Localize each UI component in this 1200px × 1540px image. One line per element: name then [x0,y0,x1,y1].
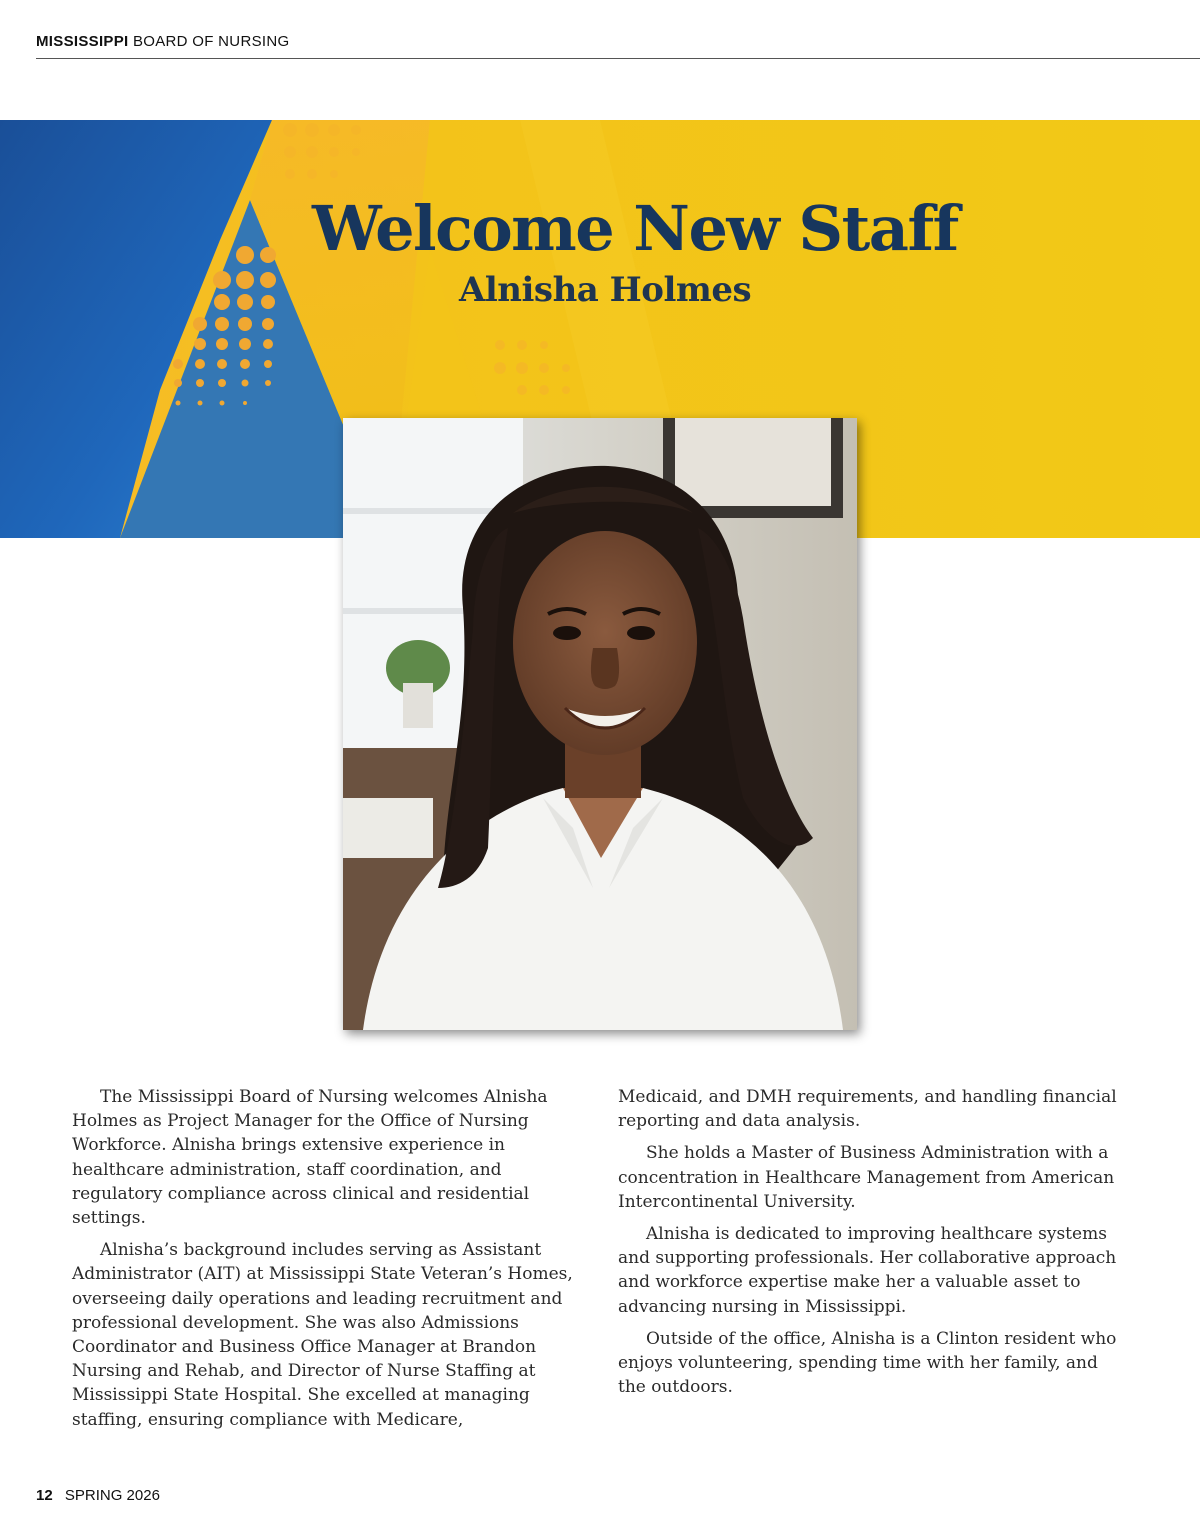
page-number: 12 [36,1487,53,1504]
article-paragraph: She holds a Master of Business Administration with a concentration in Healthcare Management from American Intercontinental University. [618,1143,1115,1212]
article-paragraph: The Mississippi Board of Nursing welcomes Alnisha Holmes as Project Manager for the Office of Nursing Workforce. Alnisha brings extensive experience in healthcare administration, staff coordination, and regulatory compliance across clinical and residential settings. [72,1087,548,1229]
article-paragraph: Medicaid, and DMH requirements, and handling financial reporting and data analysis. [618,1087,1117,1132]
header-rule [36,58,1200,59]
article-paragraph: Outside of the office, Alnisha is a Clinton resident who enjoys volunteering, spending time with her family, and the outdoors. [618,1328,1117,1398]
header-org-bold: MISSISSIPPI [36,33,129,50]
issue-label: SPRING 2026 [64,1487,160,1504]
banner-subtitle: Alnisha Holmes [459,270,752,310]
portrait-photo [343,418,857,1030]
article-paragraph: Alnisha is dedicated to improving healthcare systems and supporting professionals. Her collaborative approach and workforce expertise make her a valuable asset to advancing nursing in Mississippi. [618,1224,1117,1317]
article-left-column [72,1085,584,1440]
running-header [36,33,289,50]
banner-title: Welcome New Staff [312,192,958,265]
header-org-rest: BOARD OF NURSING [132,33,290,50]
portrait-illustration [343,418,857,1030]
article-right-column [618,1085,1130,1407]
article-paragraph: Alnisha’s background includes serving as Assistant Administrator (AIT) at Mississippi State Veteran’s Homes, overseeing daily operations and leading recruitment and professional development. She was also Admissions Coordinator and Business Office Manager at Brandon Nursing and Rehab, and Director of Nurse Staffing at Mississippi State Hospital. She excelled at managing staffing, ensuring compliance with Medicare, [72,1240,573,1430]
page-footer [36,1487,160,1504]
